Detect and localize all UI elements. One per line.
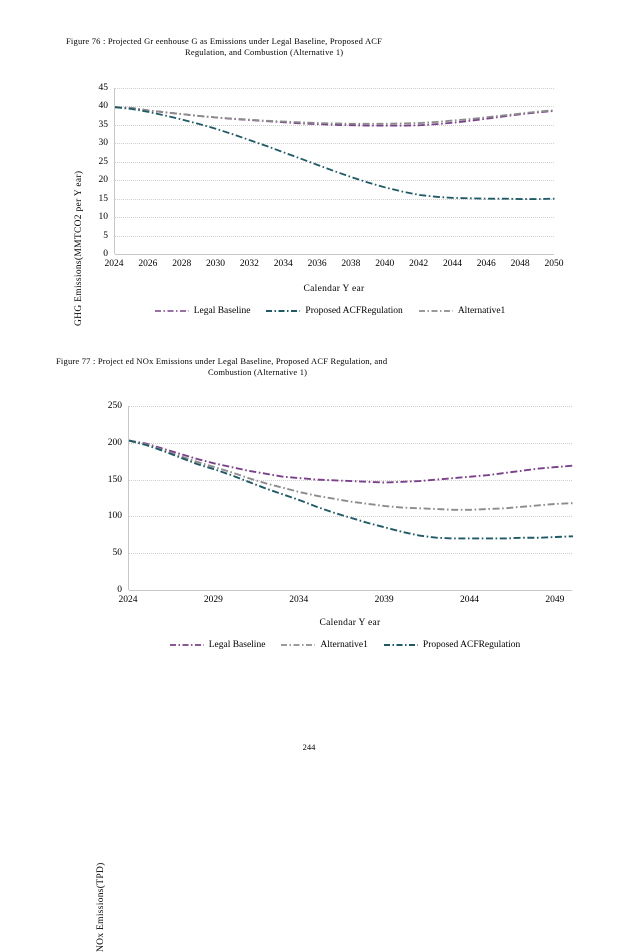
y-tick-label: 250: [107, 401, 122, 411]
y-tick-label: 10: [98, 212, 108, 223]
x-tick-label: 2049: [545, 595, 565, 605]
caption-word: and: [228, 47, 242, 57]
y-tick-label: 0: [103, 249, 108, 259]
legend-item-proposed-acf: [384, 640, 520, 650]
x-tick-label: 2044: [442, 259, 462, 269]
ghg-series-lines: [115, 88, 555, 254]
caption-word: Figure: [56, 356, 80, 366]
y-tick-label: 200: [107, 437, 122, 448]
y-tick-label: 30: [98, 138, 108, 149]
series-line: [129, 441, 573, 510]
nox-x-axis-label: Calendar Y ear: [319, 618, 381, 628]
caption-word: under: [194, 356, 216, 366]
x-tick-label: 2038: [341, 259, 361, 269]
caption-word: Legal: [271, 36, 292, 46]
y-tick-label: 35: [98, 119, 108, 130]
x-tick-label: 2046: [476, 259, 496, 269]
caption-word: (Alternative: [290, 47, 334, 57]
ghg-x-axis: [115, 254, 554, 255]
x-tick-label: 2028: [172, 259, 192, 269]
legend-label: Proposed ACFRegulation: [305, 306, 403, 316]
y-tick-label: 5: [103, 230, 108, 241]
series-line: [129, 441, 573, 539]
x-tick-label: 2040: [375, 259, 395, 269]
caption-word: Gr eenhouse: [144, 36, 190, 46]
y-tick-label: 50: [112, 548, 122, 559]
caption-word: Regulation,: [185, 47, 227, 57]
x-tick-label: 2042: [409, 259, 429, 269]
legend-label: Legal Baseline: [208, 640, 266, 650]
caption-word: Figure: [66, 36, 90, 46]
y-tick-label: 0: [117, 585, 122, 595]
ghg-y-axis-label: GHG Emissions(MMTCO2 per Y ear): [74, 170, 84, 326]
figure-76-caption: [66, 36, 554, 57]
ghg-x-axis-label: Calendar Y ear: [303, 284, 365, 294]
caption-word: Proposed: [329, 36, 364, 46]
legend-label: Alternative1: [320, 640, 368, 650]
caption-word: Legal: [217, 356, 239, 366]
caption-word: :: [92, 356, 96, 366]
legend-label: Alternative1: [457, 306, 506, 316]
caption-word: Emissions: [155, 356, 193, 366]
caption-word: and: [374, 356, 388, 366]
figure-76-caption-line-2: [185, 47, 435, 57]
figure-77-caption-line-2: [208, 367, 408, 377]
caption-word: ACF: [310, 356, 329, 366]
caption-word: (Alternative: [253, 367, 298, 377]
x-tick-label: 2048: [510, 259, 530, 269]
x-tick-label: 2024: [104, 259, 124, 269]
x-tick-label: 2029: [203, 595, 223, 605]
legend-label: Proposed ACFRegulation: [422, 640, 521, 650]
caption-word: ACF: [364, 36, 383, 46]
legend-key-dashdot-gray: [281, 641, 315, 649]
nox-plot-area: [128, 406, 572, 590]
series-line: [115, 107, 555, 124]
legend-key-dashdot-teal: [384, 641, 418, 649]
ghg-plot-area: [114, 88, 554, 254]
caption-word: 1): [335, 47, 344, 57]
x-tick-label: 2050: [544, 259, 564, 269]
legend-key-dashdot-teal: [266, 307, 300, 315]
nox-legend: [110, 640, 580, 650]
y-tick-label: 100: [107, 511, 122, 522]
ghg-legend: [100, 306, 560, 316]
legend-key-dashdot-purple: [155, 307, 189, 315]
figure-76-caption-line-1: [66, 36, 554, 46]
nox-y-axis-label: NOx Emissions(TPD): [96, 862, 106, 952]
y-tick-label: 15: [98, 193, 108, 204]
caption-word: Projected: [107, 36, 142, 46]
caption-word: Project: [97, 356, 124, 366]
y-tick-label: 40: [98, 101, 108, 112]
legend-item-proposed-acf: [266, 306, 402, 316]
legend-key-dashdot-gray: [419, 307, 453, 315]
figure-77-caption-line-1: [56, 356, 560, 366]
legend-item-legal-baseline: [155, 306, 251, 316]
legend-item-legal-baseline: [170, 640, 266, 650]
legend-item-alternative-1: [281, 640, 367, 650]
x-tick-label: 2032: [239, 259, 259, 269]
x-tick-label: 2039: [374, 595, 394, 605]
caption-word: under: [248, 36, 270, 46]
legend-key-dashdot-purple: [170, 641, 204, 649]
y-tick-label: 25: [98, 156, 108, 167]
x-tick-label: 2034: [273, 259, 293, 269]
caption-word: Regulation,: [330, 356, 373, 366]
caption-word: Emissions: [209, 36, 247, 46]
y-tick-label: 150: [107, 474, 122, 485]
caption-word: ed NOx: [125, 356, 154, 366]
caption-word: G as: [191, 36, 208, 46]
legend-label: Legal Baseline: [193, 306, 251, 316]
caption-word: Baseline,: [294, 36, 328, 46]
caption-word: 1): [299, 367, 308, 377]
y-tick-label: 45: [98, 83, 108, 93]
caption-word: Proposed: [275, 356, 310, 366]
series-line: [115, 107, 555, 199]
x-tick-label: 2034: [289, 595, 309, 605]
figure-77-caption: [56, 356, 560, 377]
x-tick-label: 2026: [138, 259, 158, 269]
x-tick-label: 2030: [206, 259, 226, 269]
x-tick-label: 2024: [118, 595, 138, 605]
nox-x-axis: [129, 590, 572, 591]
caption-word: Combustion: [208, 367, 252, 377]
caption-word: Combustion: [244, 47, 288, 57]
caption-word: 76: [91, 36, 101, 46]
ghg-emissions-chart: [60, 78, 564, 328]
x-tick-label: 2036: [307, 259, 327, 269]
caption-word: :: [102, 36, 106, 46]
caption-word: 77: [81, 356, 91, 366]
caption-word: Baseline,: [240, 356, 274, 366]
x-tick-label: 2044: [460, 595, 480, 605]
y-tick-label: 20: [98, 175, 108, 186]
page-number: 244: [302, 742, 316, 752]
nox-series-lines: [129, 406, 573, 590]
legend-item-alternative-1: [419, 306, 505, 316]
